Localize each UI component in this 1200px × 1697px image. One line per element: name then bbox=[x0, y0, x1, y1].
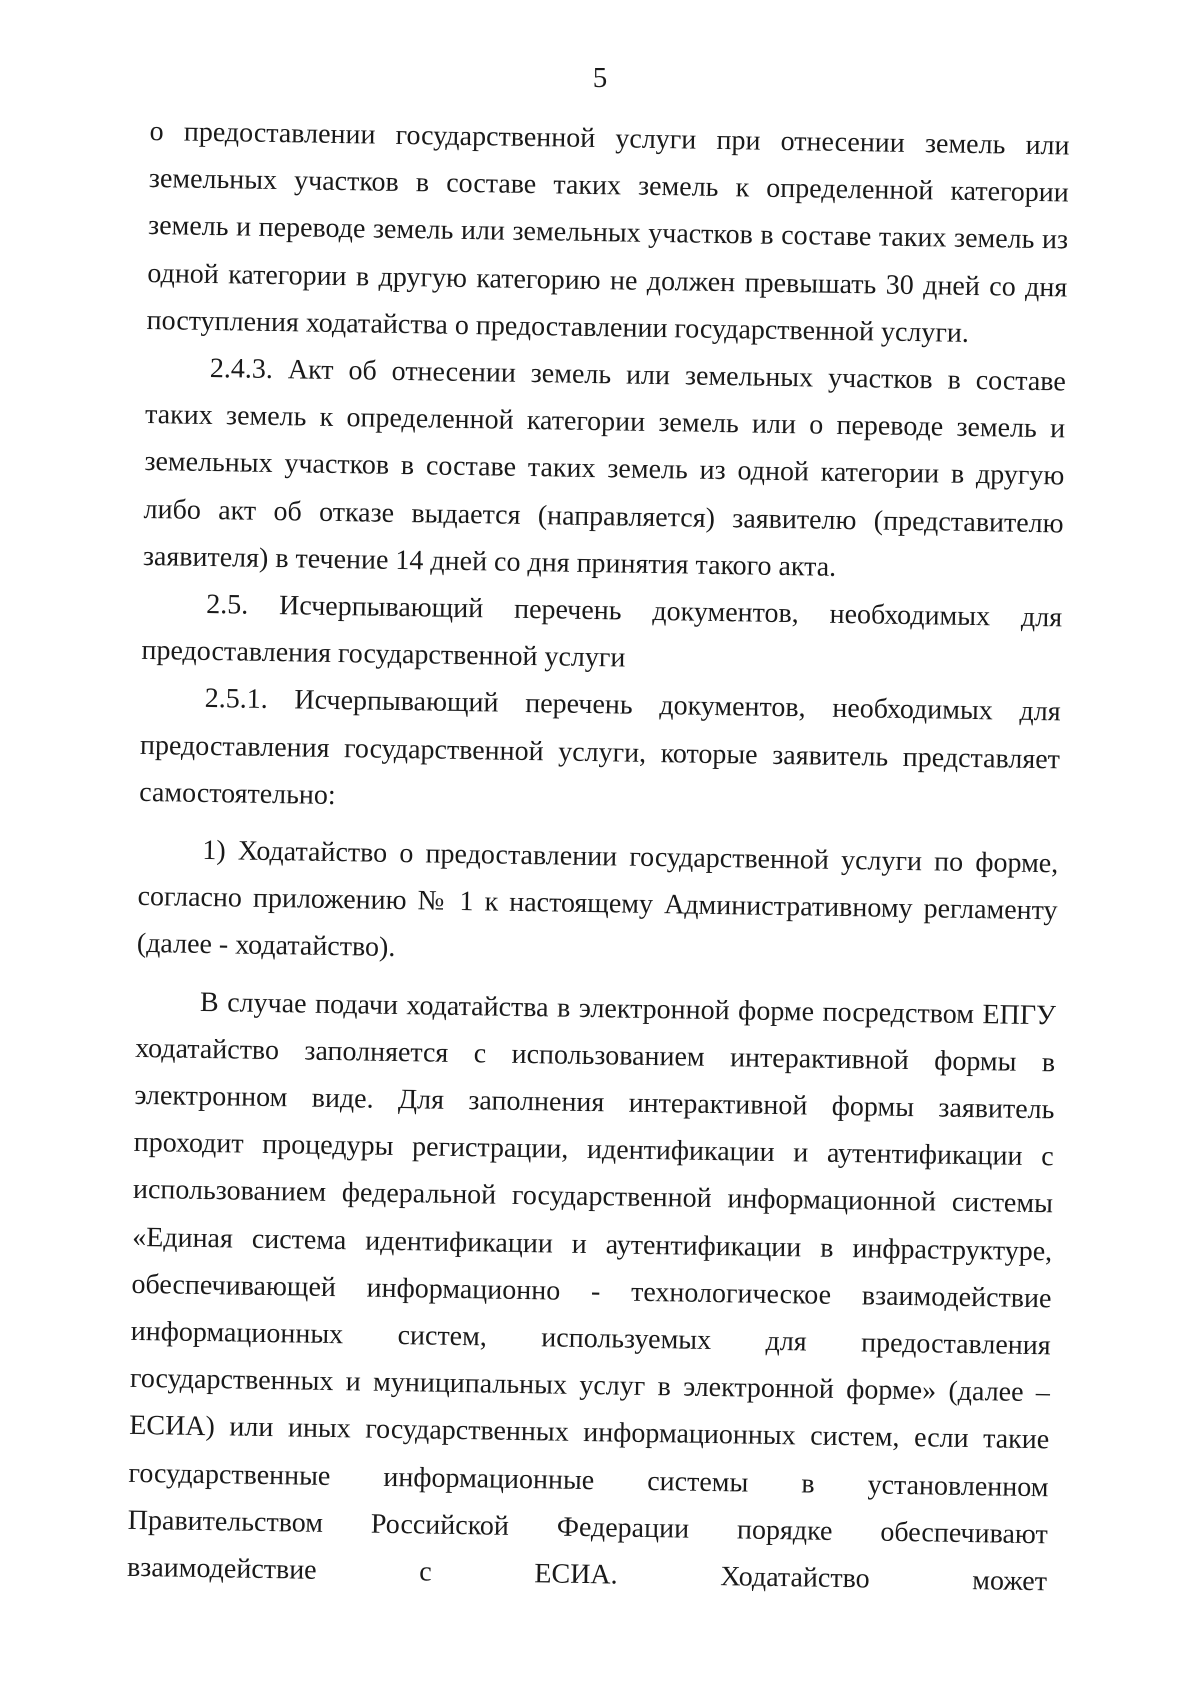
document-body bbox=[127, 108, 1070, 1606]
paragraph-continuation: о предоставлении государственной услуги при отнесении земель или земельных участков в составе таких земель к определенной категории земель и переводе земель или земельных участков в составе таких земель из одной категории в другую категорию не должен превышать 30 дней со дня поступления ходатайства о предоставлении государственной услуги. bbox=[146, 115, 1070, 349]
paragraph-electronic-submission: В случае подачи ходатайства в электронной форме посредством ЕПГУ ходатайство заполняется с использованием интерактивной формы в электронном виде. Для заполнения интерактивной формы заявитель проходит процедуры регистрации, идентификации и аутентификации с использованием федеральной государственной информационной системы «Единая система идентификации и аутентификации в инфраструктуре, обеспечивающей информационно - технологическое взаимодействие информационных систем, используемых для предоставления государственных и муниципальных услуг в электронной форме» (далее – ЕСИА) или иных государственных информационных систем, если такие государственные информационные системы в установленном Правительством Российской Федерации порядке обеспечивают взаимодействие с ЕСИА. Ходатайство может bbox=[126, 986, 1057, 1598]
page-number: 5 bbox=[592, 62, 608, 94]
paragraph-2-5-1: 2.5.1. Исчерпывающий перечень документов, необходимых для предоставления государственной услуги, которые заявитель представляет самостоятельно: bbox=[139, 683, 1061, 811]
list-item-1: 1) Ходатайство о предоставлении государственной услуги по форме, согласно приложению № 1 к настоящему Административному регламенту (далее - ходатайство). bbox=[136, 834, 1059, 964]
section-heading-2-5: 2.5. Исчерпывающий перечень документов, необходимых для предоставления государственной услуги bbox=[141, 588, 1063, 674]
paragraph-2-4-3: 2.4.3. Акт об отнесении земель или земельных участков в составе таких земель к определенной категории земель или о переводе земель и земельных участков в составе таких земель из одной категории в другую либо акт об отказе выдается (направляется) заявителю (представителю заявителя) в течение 14 дней со дня принятия такого акта. bbox=[142, 352, 1067, 583]
